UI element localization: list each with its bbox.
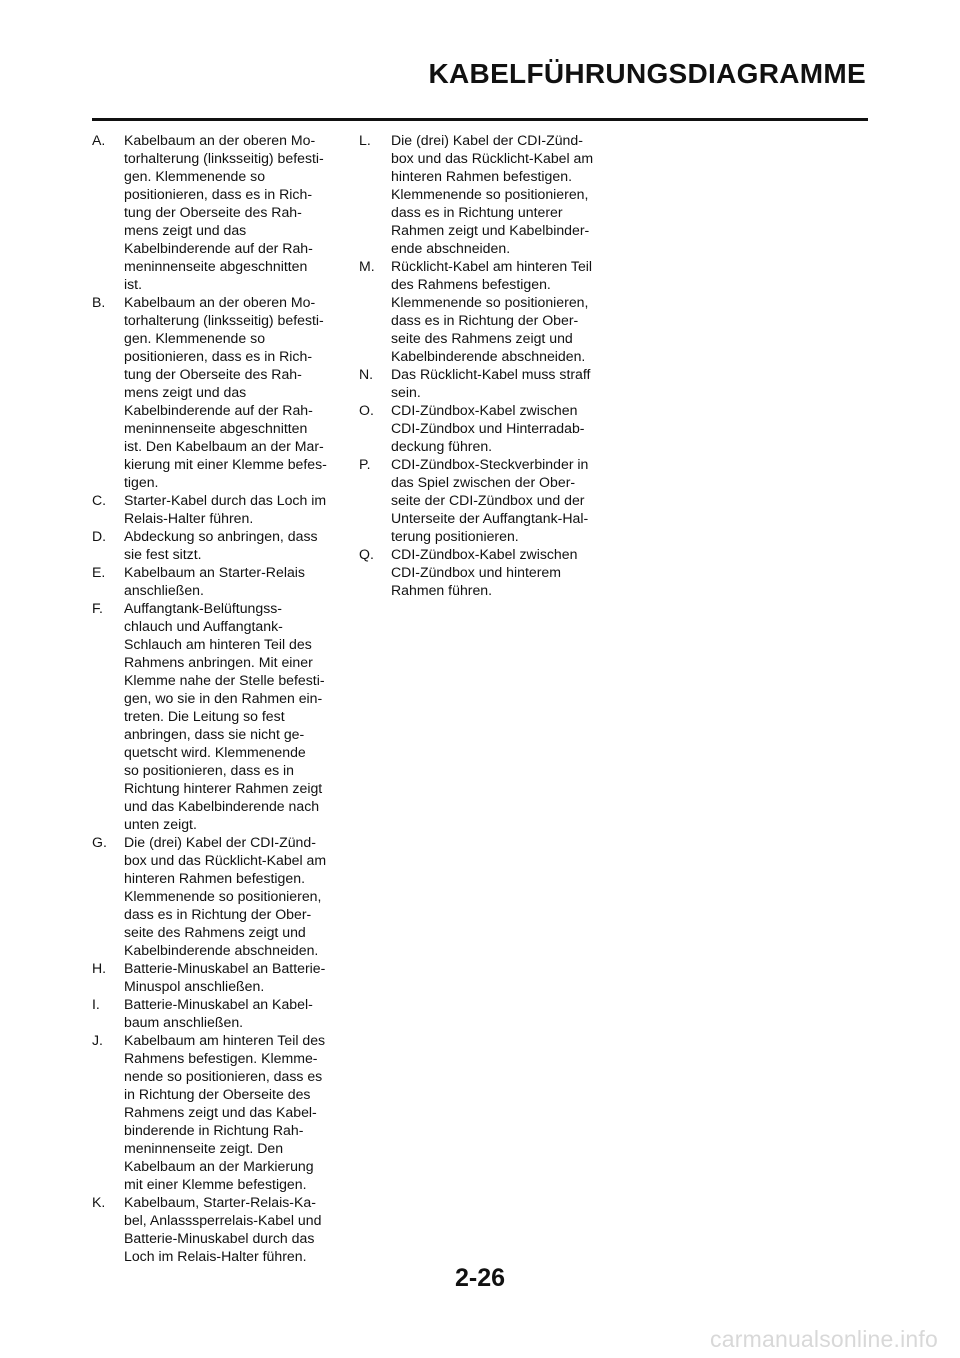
item-text: CDI-Zündbox-Kabel zwischen CDI-Zündbox und hinterem Rahmen führen. bbox=[391, 546, 578, 598]
item-text: Kabelbaum an der oberen Mo- torhalterung (linksseitig) befesti- gen. Klemmenende so positionieren, dass es in Rich- tung der Oberseite des Rah- mens zeigt und das Kabelbinderende auf der Rah- meninnenseite abgeschnitten ist. Den Kabelbaum an der Mar- kierung mit einer Klemme befes- tigen. bbox=[124, 294, 327, 490]
right-column-list bbox=[359, 131, 609, 599]
item-letter: O. bbox=[359, 402, 374, 418]
item-text: Batterie-Minuskabel an Kabel- baum anschließen. bbox=[124, 996, 313, 1030]
list-item bbox=[92, 599, 352, 833]
left-column-list bbox=[92, 131, 352, 1265]
item-text: Die (drei) Kabel der CDI-Zünd- box und das Rücklicht-Kabel am hinteren Rahmen befestigen. Klemmenende so positionieren, dass es in Richtung unterer Rahmen zeigt und Kabelbinder- ende abschneiden. bbox=[391, 132, 594, 256]
list-item bbox=[92, 491, 352, 527]
item-text: CDI-Zündbox-Steckverbinder in das Spiel zwischen der Ober- seite der CDI-Zündbox und der Unterseite der Auffangtank-Hal- terung positionieren. bbox=[391, 456, 589, 544]
item-letter: N. bbox=[359, 366, 374, 382]
item-letter: K. bbox=[92, 1194, 106, 1210]
item-letter: P. bbox=[359, 456, 371, 472]
page-number: 2-26 bbox=[454, 1264, 506, 1292]
list-item bbox=[92, 833, 352, 959]
item-text: Rücklicht-Kabel am hinteren Teil des Rahmens befestigen. Klemmenende so positionieren, dass es in Richtung der Ober- seite des Rahmens zeigt und Kabelbinderende abschneiden. bbox=[391, 258, 593, 364]
item-letter: F. bbox=[92, 600, 103, 616]
item-text: Die (drei) Kabel der CDI-Zünd- box und das Rücklicht-Kabel am hinteren Rahmen befestigen. Klemmenende so positionieren, dass es in Richtung der Ober- seite des Rahmens zeigt und Kabelbinderende abschneiden. bbox=[124, 834, 327, 958]
list-item bbox=[92, 131, 352, 293]
item-letter: D. bbox=[92, 528, 107, 544]
item-letter: A. bbox=[92, 132, 106, 148]
item-text: Batterie-Minuskabel an Batterie- Minuspol anschließen. bbox=[124, 960, 326, 994]
item-letter: C. bbox=[92, 492, 107, 508]
list-item bbox=[359, 257, 609, 365]
item-letter: H. bbox=[92, 960, 107, 976]
item-letter: E. bbox=[92, 564, 106, 580]
list-item bbox=[359, 401, 609, 455]
item-text: Kabelbaum an der oberen Mo- torhalterung (linksseitig) befesti- gen. Klemmenende so positionieren, dass es in Rich- tung der Oberseite des Rah- mens zeigt und das Kabelbinderende auf der Rah- meninnenseite abgeschnitten ist. bbox=[124, 132, 324, 292]
item-text: Auffangtank-Belüftungss- chlauch und Auffangtank- Schlauch am hinteren Teil des Rahmens anbringen. Mit einer Klemme nahe der Stelle befesti- gen, wo sie in den Rahmen ein- treten. Die Leitung so fest anbringen, dass sie nicht ge- quetscht wird. Klemmenende so positionieren, dass es in Richtung hinterer Rahmen zeigt und das Kabelbinderende nach unten zeigt. bbox=[124, 600, 325, 832]
item-letter: I. bbox=[92, 996, 100, 1012]
list-item bbox=[92, 995, 352, 1031]
item-letter: J. bbox=[92, 1032, 103, 1048]
item-text: Kabelbaum, Starter-Relais-Ka- bel, Anlasssperrelais-Kabel und Batterie-Minuskabel durch das Loch im Relais-Halter führen. bbox=[124, 1194, 322, 1264]
item-letter: B. bbox=[92, 294, 106, 310]
item-text: Starter-Kabel durch das Loch im Relais-Halter führen. bbox=[124, 492, 327, 526]
list-item bbox=[359, 545, 609, 599]
list-item bbox=[92, 1031, 352, 1193]
item-letter: M. bbox=[359, 258, 375, 274]
list-item bbox=[92, 527, 352, 563]
item-letter: L. bbox=[359, 132, 371, 148]
list-item bbox=[359, 365, 609, 401]
list-item bbox=[359, 455, 609, 545]
list-item bbox=[92, 959, 352, 995]
list-item bbox=[359, 131, 609, 257]
item-text: Kabelbaum an Starter-Relais anschließen. bbox=[124, 564, 305, 598]
item-text: Abdeckung so anbringen, dass sie fest sitzt. bbox=[124, 528, 318, 562]
item-text: CDI-Zündbox-Kabel zwischen CDI-Zündbox und Hinterradab- deckung führen. bbox=[391, 402, 585, 454]
item-text: Das Rücklicht-Kabel muss straff sein. bbox=[391, 366, 591, 400]
list-item bbox=[92, 563, 352, 599]
list-item bbox=[92, 1193, 352, 1265]
item-text: Kabelbaum am hinteren Teil des Rahmens befestigen. Klemme- nende so positionieren, dass es in Richtung der Oberseite des Rahmens zeigt und das Kabel- binderende in Richtung Rah- meninnenseite zeigt. Den Kabelbaum an der Markierung mit einer Klemme befestigen. bbox=[124, 1032, 326, 1192]
title-divider bbox=[92, 118, 868, 121]
list-item bbox=[92, 293, 352, 491]
watermark-text: carmanualsonline.info bbox=[710, 1326, 938, 1352]
item-letter: G. bbox=[92, 834, 107, 850]
item-letter: Q. bbox=[359, 546, 374, 562]
page-title: KABELFÜHRUNGSDIAGRAMME bbox=[428, 58, 866, 89]
